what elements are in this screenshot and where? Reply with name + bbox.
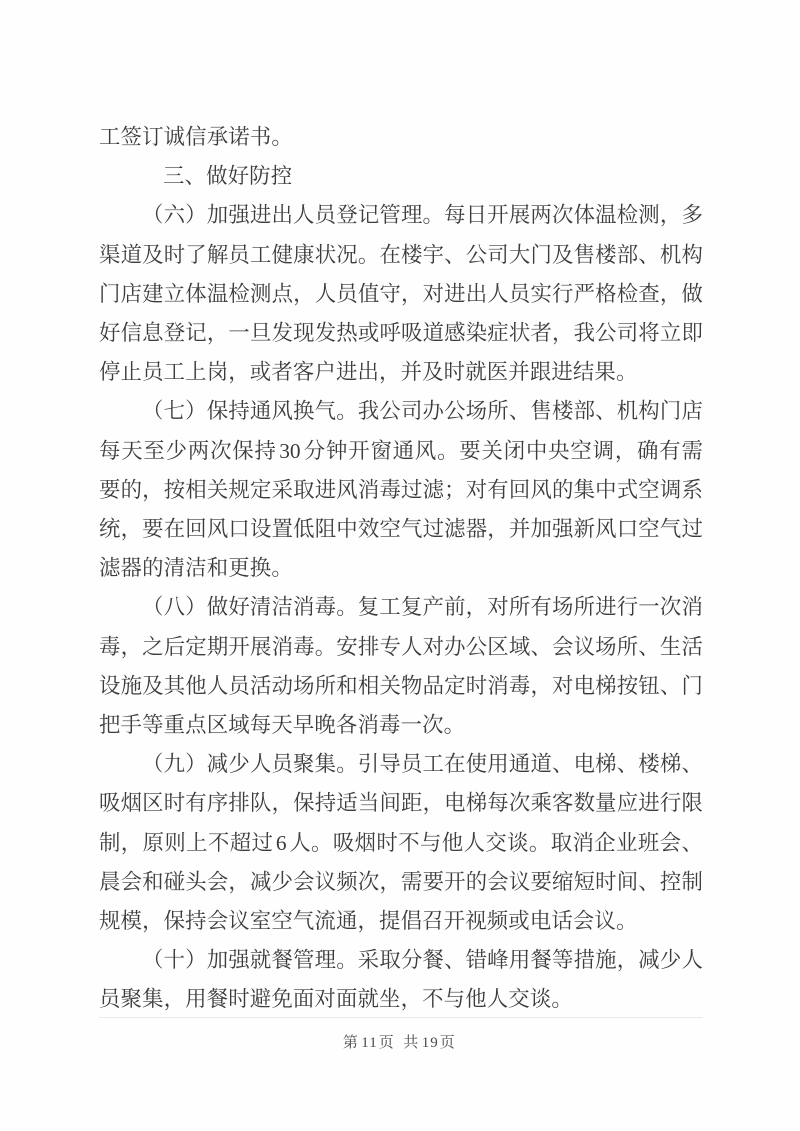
- footer-prefix: 第: [342, 1033, 361, 1051]
- document-text-body: [99, 118, 703, 1020]
- footer-divider: [99, 1017, 703, 1018]
- paragraph-item-nine: （九）减少人员聚集。引导员工在使用通道、电梯、楼梯、吸烟区时有序排队，保持适当间距，电梯每次乘客数量应进行限制，原则上不超过 6 人。吸烟时不与他人交谈。取消企业班会、晨会和碰头会，减少会议频次，需要开的会议要缩短时间、控制规模，保持会议室空气流通，提倡召开视频或电话会议。: [99, 752, 703, 935]
- paragraph-item-ten: （十）加强就餐管理。采取分餐、错峰用餐等措施，减少人员聚集，用餐时避免面对面就坐，不与他人交谈。: [99, 948, 703, 1013]
- paragraph-item-eight: （八）做好清洁消毒。复工复产前，对所有场所进行一次消毒，之后定期开展消毒。安排专人对办公区域、会议场所、生活设施及其他人员活动场所和相关物品定时消毒，对电梯按钮、门把手等重点区域每天早晚各消毒一次。: [99, 595, 703, 739]
- footer-middle: 页 共: [378, 1033, 421, 1051]
- page-footer: [0, 1031, 800, 1052]
- section-heading-three: 三、做好防控: [163, 164, 293, 190]
- paragraph-continuation: 工签订诚信承诺书。: [99, 125, 293, 150]
- footer-current-page: 11: [361, 1035, 378, 1051]
- footer-total-pages: 19: [421, 1035, 439, 1051]
- paragraph-item-six: （六）加强进出人员登记管理。每日开展两次体温检测，多渠道及时了解员工健康状况。在楼宇、公司大门及售楼部、机构门店建立体温检测点，人员值守，对进出人员实行严格检查，做好信息登记，一旦发现发热或呼吸道感染症状者，我公司将立即停止员工上岗，或者客户进出，并及时就医并跟进结果。: [99, 203, 703, 386]
- footer-suffix: 页: [439, 1033, 458, 1051]
- paragraph-item-seven: （七）保持通风换气。我公司办公场所、售楼部、机构门店每天至少两次保持 30 分钟开窗通风。要关闭中央空调，确有需要的，按相关规定采取进风消毒过滤；对有回风的集中式空调系统，要在回风口设置低阻中效空气过滤器，并加强新风口空气过滤器的清洁和更换。: [99, 399, 704, 582]
